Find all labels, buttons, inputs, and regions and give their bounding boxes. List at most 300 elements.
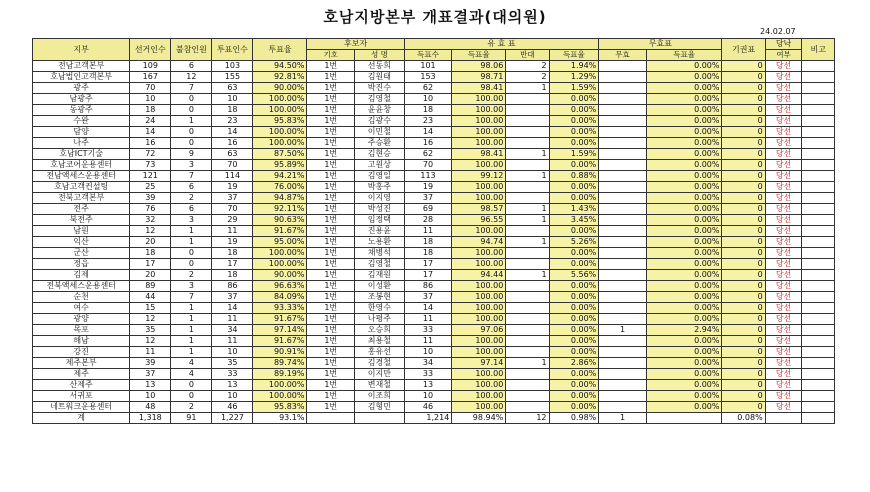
cell-voters: 70: [212, 204, 253, 215]
cell-against: [506, 369, 549, 380]
cell-votes: 18: [404, 248, 452, 259]
cell-absent: 6: [171, 182, 212, 193]
cell-electors: 32: [130, 215, 171, 226]
cell-invalid-rate: 0.00%: [646, 105, 722, 116]
cell-absent: 3: [171, 281, 212, 292]
cell-abstain: 0: [722, 314, 765, 325]
table-row: [33, 248, 835, 259]
table-row: [33, 314, 835, 325]
cell-result: 당선: [765, 72, 802, 83]
cell-against-rate: 1.59%: [549, 149, 599, 160]
cell-absent: 0: [171, 248, 212, 259]
cell-invalid: [599, 160, 647, 171]
table-row: [33, 402, 835, 413]
cell-against: [506, 336, 549, 347]
cell-invalid-rate: 0.00%: [646, 259, 722, 270]
cell-against: [506, 325, 549, 336]
cell-result: 당선: [765, 358, 802, 369]
cell-votes: 33: [404, 369, 452, 380]
cell-voters: 34: [212, 325, 253, 336]
cell-invalid: [599, 248, 647, 259]
cell-votes: 86: [404, 281, 452, 292]
cell-branch: 나주: [33, 138, 130, 149]
cell-invalid-rate: 0.00%: [646, 127, 722, 138]
cell-against-rate: 0.00%: [549, 380, 599, 391]
cell-against-rate: 0.00%: [549, 347, 599, 358]
cell-invalid: [599, 193, 647, 204]
cell-voters: 11: [212, 336, 253, 347]
cell-branch: 군산: [33, 248, 130, 259]
cell-against-rate: 0.00%: [549, 160, 599, 171]
cell-branch: 전주: [33, 204, 130, 215]
cell-turnout: 94.50%: [253, 61, 307, 72]
cell-result: 당선: [765, 138, 802, 149]
cell-no: 1번: [307, 369, 355, 380]
cell-invalid-rate: 0.00%: [646, 83, 722, 94]
table-row: [33, 171, 835, 182]
cell-invalid-rate: 0.00%: [646, 116, 722, 127]
cell-turnout: 100.00%: [253, 259, 307, 270]
cell-branch: 호남법인고객본부: [33, 72, 130, 83]
cell-name: 이지영: [355, 193, 405, 204]
cell-note: [802, 116, 835, 127]
cell-note: [802, 237, 835, 248]
cell-against: [506, 402, 549, 413]
cell-votes: 18: [404, 105, 452, 116]
cell-turnout: 89.74%: [253, 358, 307, 369]
cell-invalid-rate: 0.00%: [646, 369, 722, 380]
cell-against: 1: [506, 204, 549, 215]
cell-absent: 1: [171, 303, 212, 314]
cell-name: 이성환: [355, 281, 405, 292]
cell-no: 1번: [307, 336, 355, 347]
page-title: 호남지방본부 개표결과(대의원): [323, 8, 547, 26]
cell-result: 당선: [765, 314, 802, 325]
cell-voters: 18: [212, 105, 253, 116]
cell-against-rate: 0.00%: [549, 281, 599, 292]
cell-votes: 11: [404, 336, 452, 347]
cell-rate: 100.00: [452, 391, 506, 402]
cell-no: 1번: [307, 94, 355, 105]
total-abstain-rate: 0.08%: [722, 413, 765, 424]
table-row: [33, 83, 835, 94]
cell-note: [802, 171, 835, 182]
cell-invalid-rate: 0.00%: [646, 292, 722, 303]
cell-abstain: 0: [722, 149, 765, 160]
table-row: [33, 215, 835, 226]
cell-note: [802, 105, 835, 116]
cell-rate: 100.00: [452, 303, 506, 314]
cell-no: 1번: [307, 237, 355, 248]
cell-absent: 7: [171, 83, 212, 94]
cell-result: 당선: [765, 303, 802, 314]
cell-votes: 70: [404, 160, 452, 171]
cell-rate: 97.14: [452, 358, 506, 369]
cell-against-rate: 0.00%: [549, 105, 599, 116]
cell-turnout: 90.63%: [253, 215, 307, 226]
cell-name: 선동희: [355, 61, 405, 72]
table-row: [33, 127, 835, 138]
cell-absent: 0: [171, 138, 212, 149]
cell-name: 고원상: [355, 160, 405, 171]
cell-absent: 0: [171, 127, 212, 138]
cell-against: [506, 226, 549, 237]
cell-voters: 18: [212, 248, 253, 259]
cell-electors: 15: [130, 303, 171, 314]
cell-turnout: 76.00%: [253, 182, 307, 193]
cell-voters: 11: [212, 226, 253, 237]
cell-name: 김재원: [355, 270, 405, 281]
cell-abstain: 0: [722, 259, 765, 270]
table-row: [33, 347, 835, 358]
header-absent: 불참인원: [171, 39, 212, 61]
table-row: [33, 292, 835, 303]
cell-invalid-rate: 0.00%: [646, 182, 722, 193]
cell-invalid-rate: 0.00%: [646, 171, 722, 182]
cell-against: 1: [506, 171, 549, 182]
cell-result: 당선: [765, 347, 802, 358]
total-invalid: 1: [599, 413, 647, 424]
cell-invalid-rate: 0.00%: [646, 358, 722, 369]
cell-electors: 37: [130, 369, 171, 380]
cell-rate: 100.00: [452, 314, 506, 325]
cell-branch: 광주: [33, 83, 130, 94]
total-empty: [307, 413, 355, 424]
cell-electors: 16: [130, 138, 171, 149]
cell-rate: 100.00: [452, 259, 506, 270]
cell-against: [506, 303, 549, 314]
cell-rate: 100.00: [452, 248, 506, 259]
cell-no: 1번: [307, 347, 355, 358]
cell-voters: 63: [212, 149, 253, 160]
cell-invalid-rate: 0.00%: [646, 380, 722, 391]
table-row: [33, 193, 835, 204]
cell-votes: 17: [404, 259, 452, 270]
cell-votes: 10: [404, 391, 452, 402]
total-row: [33, 413, 835, 424]
cell-rate: 100.00: [452, 226, 506, 237]
cell-branch: 전북액세스운용센터: [33, 281, 130, 292]
cell-against: [506, 182, 549, 193]
cell-absent: 0: [171, 94, 212, 105]
cell-votes: 13: [404, 380, 452, 391]
cell-against: [506, 116, 549, 127]
cell-absent: 1: [171, 226, 212, 237]
total-empty: [765, 413, 802, 424]
cell-against: [506, 347, 549, 358]
cell-abstain: 0: [722, 336, 765, 347]
cell-electors: 10: [130, 94, 171, 105]
cell-abstain: 0: [722, 215, 765, 226]
cell-turnout: 92.81%: [253, 72, 307, 83]
cell-branch: 제주본부: [33, 358, 130, 369]
cell-name: 김원태: [355, 72, 405, 83]
cell-electors: 14: [130, 127, 171, 138]
total-rate: 98.94%: [452, 413, 506, 424]
cell-voters: 11: [212, 314, 253, 325]
header-abstain: 기권표: [722, 39, 765, 61]
cell-abstain: 0: [722, 193, 765, 204]
cell-absent: 1: [171, 347, 212, 358]
cell-abstain: 0: [722, 61, 765, 72]
cell-invalid-rate: 0.00%: [646, 149, 722, 160]
cell-name: 진용윤: [355, 226, 405, 237]
cell-invalid: [599, 171, 647, 182]
cell-result: 당선: [765, 83, 802, 94]
cell-result: 당선: [765, 248, 802, 259]
cell-absent: 3: [171, 215, 212, 226]
cell-turnout: 94.87%: [253, 193, 307, 204]
cell-invalid-rate: 0.00%: [646, 314, 722, 325]
cell-turnout: 100.00%: [253, 248, 307, 259]
cell-against: [506, 127, 549, 138]
cell-name: 박성진: [355, 204, 405, 215]
cell-invalid: [599, 314, 647, 325]
cell-against: [506, 193, 549, 204]
cell-votes: 37: [404, 292, 452, 303]
header-valid-votes: 득표수: [404, 50, 452, 61]
cell-electors: 12: [130, 226, 171, 237]
cell-turnout: 96.63%: [253, 281, 307, 292]
table-row: [33, 391, 835, 402]
cell-invalid: [599, 83, 647, 94]
cell-note: [802, 380, 835, 391]
cell-invalid-rate: 0.00%: [646, 402, 722, 413]
cell-rate: 100.00: [452, 281, 506, 292]
cell-note: [802, 391, 835, 402]
cell-result: 당선: [765, 380, 802, 391]
cell-branch: 담양: [33, 127, 130, 138]
cell-branch: 순천: [33, 292, 130, 303]
cell-voters: 70: [212, 160, 253, 171]
cell-result: 당선: [765, 292, 802, 303]
cell-rate: 100.00: [452, 127, 506, 138]
cell-no: 1번: [307, 160, 355, 171]
cell-rate: 98.41: [452, 149, 506, 160]
cell-absent: 0: [171, 391, 212, 402]
cell-note: [802, 94, 835, 105]
header-against-rate: 득표율: [549, 50, 599, 61]
cell-invalid-rate: 0.00%: [646, 391, 722, 402]
cell-branch: 산제주: [33, 380, 130, 391]
table-row: [33, 369, 835, 380]
cell-voters: 29: [212, 215, 253, 226]
cell-rate: 100.00: [452, 105, 506, 116]
cell-absent: 7: [171, 171, 212, 182]
cell-voters: 103: [212, 61, 253, 72]
cell-votes: 14: [404, 303, 452, 314]
cell-note: [802, 138, 835, 149]
cell-turnout: 91.67%: [253, 336, 307, 347]
cell-invalid: [599, 105, 647, 116]
cell-invalid: [599, 61, 647, 72]
total-turnout: 93.1%: [253, 413, 307, 424]
cell-no: 1번: [307, 325, 355, 336]
cell-result: 당선: [765, 369, 802, 380]
cell-note: [802, 204, 835, 215]
header-turnout: 투표율: [253, 39, 307, 61]
cell-electors: 18: [130, 105, 171, 116]
cell-turnout: 97.14%: [253, 325, 307, 336]
cell-turnout: 95.00%: [253, 237, 307, 248]
header-branch: 지부: [33, 39, 130, 61]
cell-invalid-rate: 0.00%: [646, 270, 722, 281]
cell-name: 주승환: [355, 138, 405, 149]
cell-turnout: 95.83%: [253, 402, 307, 413]
cell-note: [802, 325, 835, 336]
cell-note: [802, 347, 835, 358]
header-invalid-count: 무효: [599, 50, 647, 61]
cell-branch: 광양: [33, 314, 130, 325]
cell-result: 당선: [765, 105, 802, 116]
cell-note: [802, 182, 835, 193]
cell-absent: 2: [171, 270, 212, 281]
cell-rate: 100.00: [452, 138, 506, 149]
cell-no: 1번: [307, 204, 355, 215]
cell-against-rate: 5.26%: [549, 237, 599, 248]
cell-invalid: [599, 270, 647, 281]
cell-rate: 100.00: [452, 336, 506, 347]
cell-note: [802, 259, 835, 270]
cell-no: 1번: [307, 248, 355, 259]
cell-against-rate: 3.45%: [549, 215, 599, 226]
cell-votes: 23: [404, 116, 452, 127]
cell-against-rate: 1.94%: [549, 61, 599, 72]
cell-name: 홍유선: [355, 347, 405, 358]
cell-note: [802, 61, 835, 72]
cell-note: [802, 215, 835, 226]
total-against-rate: 0.98%: [549, 413, 599, 424]
cell-absent: 0: [171, 380, 212, 391]
cell-electors: 12: [130, 314, 171, 325]
cell-invalid: [599, 72, 647, 83]
cell-invalid: [599, 237, 647, 248]
cell-abstain: 0: [722, 127, 765, 138]
cell-votes: 10: [404, 347, 452, 358]
cell-turnout: 91.67%: [253, 226, 307, 237]
cell-electors: 20: [130, 270, 171, 281]
cell-votes: 153: [404, 72, 452, 83]
cell-abstain: 0: [722, 380, 765, 391]
cell-no: 1번: [307, 303, 355, 314]
cell-note: [802, 369, 835, 380]
cell-name: 조봉현: [355, 292, 405, 303]
cell-electors: 73: [130, 160, 171, 171]
cell-abstain: 0: [722, 160, 765, 171]
cell-absent: 1: [171, 325, 212, 336]
cell-against: [506, 281, 549, 292]
cell-invalid-rate: 0.00%: [646, 336, 722, 347]
cell-voters: 37: [212, 193, 253, 204]
cell-rate: 100.00: [452, 369, 506, 380]
cell-against: 1: [506, 237, 549, 248]
cell-electors: 39: [130, 193, 171, 204]
cell-turnout: 92.11%: [253, 204, 307, 215]
cell-branch: 네트워크운용센터: [33, 402, 130, 413]
cell-result: 당선: [765, 127, 802, 138]
cell-name: 김영철: [355, 259, 405, 270]
cell-electors: 167: [130, 72, 171, 83]
cell-invalid-rate: 0.00%: [646, 72, 722, 83]
cell-name: 오승희: [355, 325, 405, 336]
cell-against-rate: 0.00%: [549, 94, 599, 105]
cell-no: 1번: [307, 226, 355, 237]
cell-votes: 18: [404, 237, 452, 248]
table-row: [33, 259, 835, 270]
cell-turnout: 93.33%: [253, 303, 307, 314]
cell-turnout: 100.00%: [253, 127, 307, 138]
cell-turnout: 100.00%: [253, 105, 307, 116]
header-valid-rate: 득표율: [452, 50, 506, 61]
cell-invalid: [599, 259, 647, 270]
cell-votes: 46: [404, 402, 452, 413]
table-row: [33, 237, 835, 248]
cell-turnout: 91.67%: [253, 314, 307, 325]
cell-branch: 수완: [33, 116, 130, 127]
total-absent: 91: [171, 413, 212, 424]
header-note: 비고: [802, 39, 835, 61]
cell-against-rate: 0.00%: [549, 369, 599, 380]
cell-electors: 39: [130, 358, 171, 369]
cell-branch: 정읍: [33, 259, 130, 270]
cell-branch: 서귀포: [33, 391, 130, 402]
cell-invalid-rate: 0.00%: [646, 347, 722, 358]
cell-rate: 97.06: [452, 325, 506, 336]
header-valid: 유 효 표: [404, 39, 599, 50]
cell-against-rate: 0.00%: [549, 336, 599, 347]
cell-name: 박진수: [355, 83, 405, 94]
cell-votes: 37: [404, 193, 452, 204]
cell-against: 2: [506, 61, 549, 72]
cell-voters: 37: [212, 292, 253, 303]
cell-against: 1: [506, 83, 549, 94]
cell-against-rate: 1.59%: [549, 83, 599, 94]
cell-votes: 62: [404, 83, 452, 94]
cell-turnout: 90.91%: [253, 347, 307, 358]
cell-rate: 100.00: [452, 292, 506, 303]
cell-name: 채병석: [355, 248, 405, 259]
cell-result: 당선: [765, 116, 802, 127]
cell-note: [802, 314, 835, 325]
cell-note: [802, 336, 835, 347]
cell-electors: 44: [130, 292, 171, 303]
cell-abstain: 0: [722, 270, 765, 281]
cell-rate: 100.00: [452, 94, 506, 105]
cell-invalid-rate: 0.00%: [646, 215, 722, 226]
cell-electors: 10: [130, 391, 171, 402]
cell-abstain: 0: [722, 237, 765, 248]
cell-invalid-rate: 0.00%: [646, 138, 722, 149]
cell-against-rate: 0.00%: [549, 391, 599, 402]
cell-branch: 강진: [33, 347, 130, 358]
cell-rate: 100.00: [452, 116, 506, 127]
cell-turnout: 84.09%: [253, 292, 307, 303]
cell-invalid: [599, 380, 647, 391]
cell-absent: 0: [171, 259, 212, 270]
cell-no: 1번: [307, 61, 355, 72]
cell-against: [506, 94, 549, 105]
cell-votes: 11: [404, 314, 452, 325]
cell-absent: 2: [171, 193, 212, 204]
cell-branch: 호남고객컨설팅: [33, 182, 130, 193]
cell-electors: 109: [130, 61, 171, 72]
cell-no: 1번: [307, 259, 355, 270]
cell-note: [802, 160, 835, 171]
cell-invalid: [599, 94, 647, 105]
table-row: [33, 226, 835, 237]
cell-electors: 20: [130, 237, 171, 248]
cell-abstain: 0: [722, 347, 765, 358]
